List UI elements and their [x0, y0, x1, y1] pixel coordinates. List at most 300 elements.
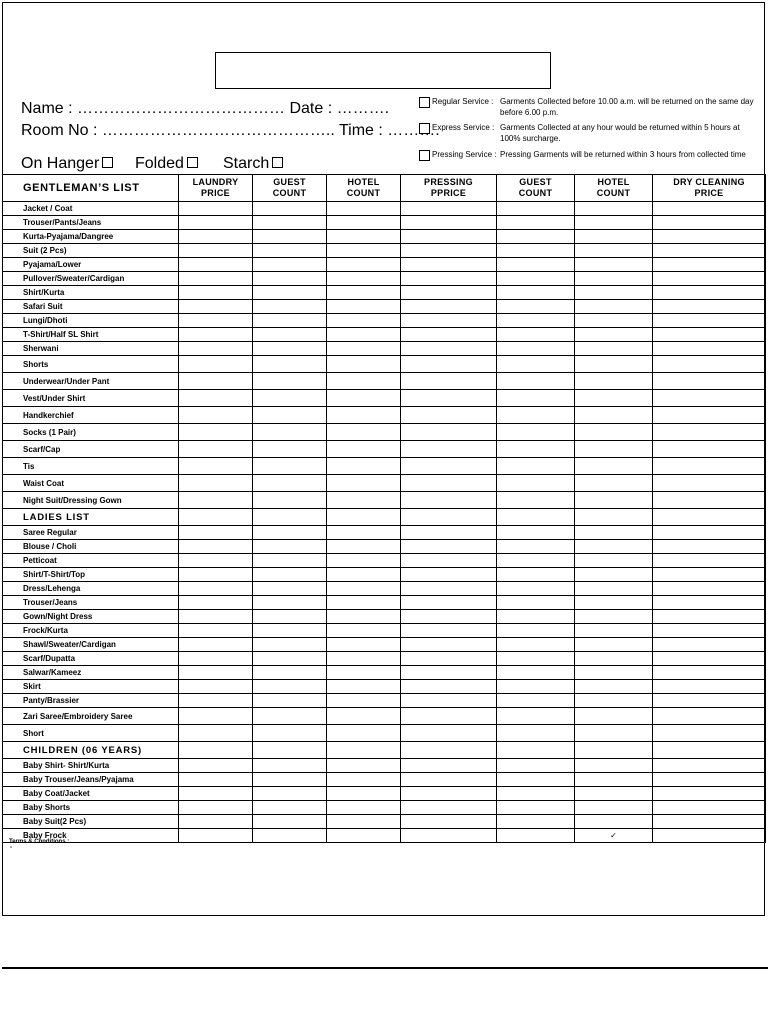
entry-cell[interactable] [575, 540, 653, 554]
entry-cell[interactable] [327, 475, 401, 492]
entry-cell[interactable] [253, 624, 327, 638]
entry-cell[interactable] [327, 652, 401, 666]
entry-cell[interactable] [497, 424, 575, 441]
entry-cell[interactable] [497, 356, 575, 373]
entry-cell[interactable] [327, 787, 401, 801]
entry-cell[interactable] [575, 286, 653, 300]
entry-cell[interactable] [575, 356, 653, 373]
entry-cell[interactable] [575, 596, 653, 610]
starch-option[interactable] [223, 155, 283, 173]
entry-cell[interactable] [327, 610, 401, 624]
entry-cell[interactable] [575, 475, 653, 492]
entry-cell[interactable] [401, 328, 497, 342]
entry-cell[interactable] [179, 373, 253, 390]
entry-cell[interactable] [497, 787, 575, 801]
entry-cell[interactable] [653, 759, 766, 773]
entry-cell[interactable] [327, 680, 401, 694]
entry-cell[interactable] [653, 773, 766, 787]
entry-cell[interactable] [179, 492, 253, 509]
entry-cell[interactable] [253, 725, 327, 742]
entry-cell[interactable] [653, 540, 766, 554]
folded-checkbox[interactable] [187, 157, 198, 168]
entry-cell[interactable] [401, 526, 497, 540]
entry-cell[interactable] [401, 582, 497, 596]
entry-cell[interactable] [497, 441, 575, 458]
entry-cell[interactable] [327, 759, 401, 773]
entry-cell[interactable] [327, 801, 401, 815]
entry-cell[interactable] [327, 708, 401, 725]
entry-cell[interactable] [575, 568, 653, 582]
entry-cell[interactable] [575, 666, 653, 680]
entry-cell[interactable] [327, 272, 401, 286]
entry-cell[interactable] [179, 582, 253, 596]
entry-cell[interactable] [327, 258, 401, 272]
entry-cell[interactable] [653, 424, 766, 441]
entry-cell[interactable] [653, 373, 766, 390]
entry-cell[interactable] [497, 272, 575, 286]
entry-cell[interactable] [179, 244, 253, 258]
entry-cell[interactable] [575, 694, 653, 708]
entry-cell[interactable] [497, 610, 575, 624]
entry-cell[interactable] [401, 342, 497, 356]
entry-cell[interactable] [653, 815, 766, 829]
entry-cell[interactable] [575, 424, 653, 441]
entry-cell[interactable] [253, 202, 327, 216]
entry-cell[interactable] [653, 244, 766, 258]
entry-cell[interactable] [575, 582, 653, 596]
entry-cell[interactable] [327, 314, 401, 328]
entry-cell[interactable] [497, 725, 575, 742]
entry-cell[interactable] [401, 759, 497, 773]
entry-cell[interactable] [327, 373, 401, 390]
entry-cell[interactable] [575, 759, 653, 773]
entry-cell[interactable] [497, 407, 575, 424]
entry-cell[interactable] [327, 286, 401, 300]
table-row [3, 725, 766, 742]
section-cell [179, 742, 253, 759]
entry-cell[interactable] [179, 638, 253, 652]
entry-cell[interactable] [327, 554, 401, 568]
entry-cell[interactable] [401, 694, 497, 708]
entry-cell[interactable] [253, 458, 327, 475]
entry-cell[interactable] [575, 773, 653, 787]
entry-cell[interactable] [253, 424, 327, 441]
entry-cell[interactable] [401, 244, 497, 258]
entry-cell[interactable] [401, 300, 497, 314]
entry-cell[interactable] [497, 708, 575, 725]
entry-cell[interactable] [401, 638, 497, 652]
entry-cell[interactable] [575, 314, 653, 328]
entry-cell[interactable] [401, 829, 497, 843]
entry-cell[interactable] [327, 356, 401, 373]
folded-option[interactable] [135, 155, 198, 173]
entry-cell[interactable] [653, 441, 766, 458]
entry-cell[interactable] [653, 300, 766, 314]
entry-cell[interactable] [497, 230, 575, 244]
starch-checkbox[interactable] [272, 157, 283, 168]
entry-cell[interactable] [497, 244, 575, 258]
entry-cell[interactable] [253, 666, 327, 680]
express-service-checkbox[interactable] [419, 123, 430, 134]
entry-cell[interactable] [575, 638, 653, 652]
entry-cell[interactable] [327, 526, 401, 540]
entry-cell[interactable] [497, 300, 575, 314]
entry-cell[interactable] [497, 492, 575, 509]
entry-cell[interactable] [179, 475, 253, 492]
entry-cell[interactable] [653, 624, 766, 638]
entry-cell[interactable] [253, 356, 327, 373]
entry-cell[interactable] [401, 666, 497, 680]
entry-cell[interactable] [179, 759, 253, 773]
entry-cell[interactable] [497, 666, 575, 680]
entry-cell[interactable] [497, 829, 575, 843]
entry-cell[interactable] [653, 787, 766, 801]
entry-cell[interactable] [497, 680, 575, 694]
entry-cell[interactable] [401, 725, 497, 742]
entry-cell[interactable] [575, 725, 653, 742]
entry-cell[interactable] [253, 373, 327, 390]
entry-cell[interactable] [653, 492, 766, 509]
entry-cell[interactable] [179, 407, 253, 424]
entry-cell[interactable] [575, 610, 653, 624]
entry-cell[interactable] [401, 441, 497, 458]
entry-cell[interactable] [653, 666, 766, 680]
entry-cell[interactable] [327, 638, 401, 652]
entry-cell[interactable] [575, 815, 653, 829]
entry-cell[interactable] [653, 286, 766, 300]
entry-cell[interactable] [401, 680, 497, 694]
entry-cell[interactable] [497, 286, 575, 300]
entry-cell[interactable] [497, 582, 575, 596]
entry-cell[interactable] [327, 540, 401, 554]
entry-cell[interactable] [253, 708, 327, 725]
entry-cell[interactable] [401, 407, 497, 424]
entry-cell[interactable] [653, 328, 766, 342]
entry-cell[interactable] [327, 390, 401, 407]
entry-cell[interactable] [575, 526, 653, 540]
entry-cell[interactable] [401, 424, 497, 441]
regular-service-checkbox[interactable] [419, 97, 430, 108]
entry-cell[interactable] [653, 458, 766, 475]
entry-cell[interactable] [327, 596, 401, 610]
entry-cell[interactable] [327, 694, 401, 708]
entry-cell[interactable] [327, 300, 401, 314]
entry-cell[interactable] [653, 526, 766, 540]
on-hanger-option[interactable] [21, 155, 113, 173]
entry-cell[interactable] [401, 475, 497, 492]
entry-cell[interactable] [179, 694, 253, 708]
entry-cell[interactable] [497, 475, 575, 492]
entry-cell[interactable] [179, 202, 253, 216]
entry-cell[interactable] [253, 216, 327, 230]
entry-cell[interactable] [401, 624, 497, 638]
entry-cell[interactable] [497, 216, 575, 230]
entry-cell[interactable] [179, 610, 253, 624]
entry-cell[interactable] [253, 475, 327, 492]
entry-cell[interactable] [575, 258, 653, 272]
entry-cell[interactable] [575, 787, 653, 801]
entry-cell[interactable] [253, 694, 327, 708]
entry-cell[interactable] [653, 708, 766, 725]
entry-cell[interactable] [253, 441, 327, 458]
entry-cell[interactable] [401, 610, 497, 624]
entry-cell[interactable] [253, 815, 327, 829]
entry-cell[interactable] [575, 342, 653, 356]
entry-cell[interactable] [401, 458, 497, 475]
entry-cell[interactable] [179, 666, 253, 680]
entry-cell[interactable] [575, 441, 653, 458]
entry-cell[interactable] [179, 286, 253, 300]
entry-cell[interactable] [497, 815, 575, 829]
on-hanger-checkbox[interactable] [102, 157, 113, 168]
entry-cell[interactable] [327, 216, 401, 230]
entry-cell[interactable] [653, 829, 766, 843]
entry-cell[interactable] [179, 568, 253, 582]
entry-cell[interactable] [401, 202, 497, 216]
entry-cell[interactable] [653, 202, 766, 216]
entry-cell[interactable] [653, 610, 766, 624]
entry-cell[interactable] [401, 216, 497, 230]
entry-cell[interactable] [497, 624, 575, 638]
entry-cell[interactable] [575, 652, 653, 666]
entry-cell[interactable] [575, 708, 653, 725]
entry-cell[interactable] [497, 554, 575, 568]
entry-cell[interactable] [327, 458, 401, 475]
entry-cell[interactable] [653, 554, 766, 568]
entry-cell[interactable] [253, 596, 327, 610]
entry-cell[interactable] [497, 328, 575, 342]
entry-cell[interactable] [179, 596, 253, 610]
entry-cell[interactable] [497, 801, 575, 815]
entry-cell[interactable] [327, 244, 401, 258]
entry-cell[interactable] [575, 801, 653, 815]
entry-cell[interactable] [253, 328, 327, 342]
terms-label: Terms & Conditions : [9, 839, 70, 845]
entry-cell[interactable] [401, 787, 497, 801]
entry-cell[interactable] [653, 801, 766, 815]
entry-cell[interactable] [653, 390, 766, 407]
entry-cell[interactable] [253, 272, 327, 286]
entry-cell[interactable] [653, 272, 766, 286]
entry-cell[interactable] [497, 638, 575, 652]
entry-cell[interactable] [401, 540, 497, 554]
entry-cell[interactable] [253, 342, 327, 356]
entry-cell[interactable] [575, 407, 653, 424]
entry-cell[interactable] [253, 759, 327, 773]
entry-cell[interactable] [401, 773, 497, 787]
entry-cell[interactable] [327, 492, 401, 509]
entry-cell[interactable] [179, 554, 253, 568]
entry-cell[interactable] [253, 582, 327, 596]
entry-cell[interactable] [179, 216, 253, 230]
entry-cell[interactable] [497, 526, 575, 540]
entry-cell[interactable] [653, 596, 766, 610]
entry-cell[interactable] [327, 202, 401, 216]
entry-cell[interactable] [327, 342, 401, 356]
entry-cell[interactable] [653, 568, 766, 582]
entry-cell[interactable] [253, 787, 327, 801]
entry-cell[interactable] [653, 475, 766, 492]
entry-cell[interactable] [497, 390, 575, 407]
entry-cell[interactable] [179, 390, 253, 407]
entry-cell[interactable] [653, 216, 766, 230]
entry-cell[interactable] [653, 652, 766, 666]
entry-cell[interactable] [497, 773, 575, 787]
entry-cell[interactable] [179, 328, 253, 342]
entry-cell[interactable] [253, 314, 327, 328]
entry-cell[interactable] [327, 582, 401, 596]
entry-cell[interactable] [253, 300, 327, 314]
entry-cell[interactable] [401, 356, 497, 373]
entry-cell[interactable] [401, 568, 497, 582]
entry-cell[interactable] [575, 390, 653, 407]
children-section-heading-label: CHILDREN (06 YEARS) [3, 742, 179, 759]
entry-cell[interactable] [179, 300, 253, 314]
entry-cell[interactable] [179, 680, 253, 694]
entry-cell[interactable] [401, 258, 497, 272]
entry-cell[interactable] [253, 407, 327, 424]
entry-cell[interactable] [253, 286, 327, 300]
entry-cell[interactable] [253, 540, 327, 554]
entry-cell[interactable] [179, 230, 253, 244]
entry-cell[interactable] [327, 441, 401, 458]
entry-cell[interactable] [327, 815, 401, 829]
entry-cell[interactable] [253, 568, 327, 582]
entry-cell[interactable] [253, 390, 327, 407]
entry-cell[interactable] [401, 314, 497, 328]
entry-cell[interactable] [497, 258, 575, 272]
entry-cell[interactable] [497, 694, 575, 708]
entry-cell[interactable] [179, 708, 253, 725]
entry-cell[interactable] [179, 787, 253, 801]
entry-cell[interactable] [327, 773, 401, 787]
entry-cell[interactable] [253, 638, 327, 652]
entry-cell[interactable] [179, 314, 253, 328]
entry-cell[interactable] [327, 829, 401, 843]
entry-cell[interactable] [179, 272, 253, 286]
entry-cell[interactable] [179, 801, 253, 815]
entry-cell[interactable] [253, 652, 327, 666]
entry-cell[interactable] [575, 272, 653, 286]
entry-cell[interactable] [179, 424, 253, 441]
entry-cell[interactable] [575, 373, 653, 390]
entry-cell[interactable] [575, 300, 653, 314]
entry-cell[interactable] [497, 314, 575, 328]
entry-cell[interactable] [575, 624, 653, 638]
entry-cell[interactable] [401, 554, 497, 568]
entry-cell[interactable] [179, 624, 253, 638]
entry-cell[interactable] [179, 773, 253, 787]
entry-cell[interactable] [253, 258, 327, 272]
entry-cell[interactable] [497, 202, 575, 216]
entry-cell[interactable] [575, 202, 653, 216]
entry-cell[interactable] [497, 759, 575, 773]
entry-cell[interactable] [179, 258, 253, 272]
entry-cell[interactable] [253, 829, 327, 843]
entry-cell[interactable] [401, 652, 497, 666]
entry-cell[interactable] [327, 407, 401, 424]
entry-cell[interactable] [497, 596, 575, 610]
entry-cell[interactable] [653, 356, 766, 373]
entry-cell[interactable] [179, 342, 253, 356]
entry-cell[interactable] [575, 230, 653, 244]
entry-cell[interactable] [253, 610, 327, 624]
entry-cell[interactable] [575, 216, 653, 230]
entry-cell[interactable] [253, 554, 327, 568]
entry-cell[interactable] [401, 815, 497, 829]
entry-cell[interactable] [653, 694, 766, 708]
entry-cell[interactable] [327, 328, 401, 342]
entry-cell[interactable] [653, 230, 766, 244]
entry-cell[interactable] [401, 286, 497, 300]
entry-cell[interactable] [401, 801, 497, 815]
entry-cell[interactable] [575, 554, 653, 568]
entry-cell[interactable] [401, 708, 497, 725]
entry-cell[interactable] [653, 680, 766, 694]
entry-cell[interactable] [653, 582, 766, 596]
entry-cell[interactable] [179, 815, 253, 829]
entry-cell[interactable] [497, 342, 575, 356]
entry-cell[interactable] [327, 230, 401, 244]
entry-cell[interactable] [653, 407, 766, 424]
entry-cell[interactable] [497, 373, 575, 390]
entry-cell[interactable] [653, 314, 766, 328]
entry-cell[interactable] [401, 373, 497, 390]
entry-cell[interactable] [401, 230, 497, 244]
entry-cell[interactable] [179, 652, 253, 666]
entry-cell[interactable] [497, 540, 575, 554]
entry-cell[interactable] [575, 244, 653, 258]
entry-cell[interactable] [327, 624, 401, 638]
entry-cell[interactable] [653, 725, 766, 742]
entry-cell[interactable] [327, 725, 401, 742]
entry-cell[interactable] [653, 258, 766, 272]
entry-cell[interactable] [401, 390, 497, 407]
entry-cell[interactable] [575, 680, 653, 694]
entry-cell[interactable] [401, 596, 497, 610]
entry-cell[interactable] [253, 801, 327, 815]
entry-cell[interactable] [327, 568, 401, 582]
entry-cell[interactable] [253, 230, 327, 244]
entry-cell[interactable] [401, 492, 497, 509]
entry-cell[interactable] [179, 526, 253, 540]
entry-cell[interactable] [575, 328, 653, 342]
entry-cell[interactable] [253, 244, 327, 258]
entry-cell[interactable] [179, 356, 253, 373]
entry-cell[interactable] [253, 492, 327, 509]
entry-cell[interactable] [575, 458, 653, 475]
entry-cell[interactable] [497, 652, 575, 666]
entry-cell[interactable] [179, 540, 253, 554]
item-name-trouser-pants-jeans: Trouser/Pants/Jeans [3, 216, 179, 230]
entry-cell[interactable] [179, 725, 253, 742]
entry-cell[interactable] [327, 666, 401, 680]
pressing-service-checkbox[interactable] [419, 150, 430, 161]
entry-cell[interactable] [179, 441, 253, 458]
entry-cell[interactable] [653, 638, 766, 652]
entry-cell[interactable] [179, 458, 253, 475]
entry-cell[interactable] [497, 458, 575, 475]
entry-cell[interactable] [401, 272, 497, 286]
entry-cell[interactable] [253, 680, 327, 694]
entry-cell[interactable] [327, 424, 401, 441]
entry-cell[interactable] [497, 568, 575, 582]
entry-cell[interactable] [179, 829, 253, 843]
entry-cell[interactable] [653, 342, 766, 356]
entry-cell[interactable] [253, 526, 327, 540]
entry-cell[interactable] [575, 492, 653, 509]
entry-cell[interactable] [253, 773, 327, 787]
